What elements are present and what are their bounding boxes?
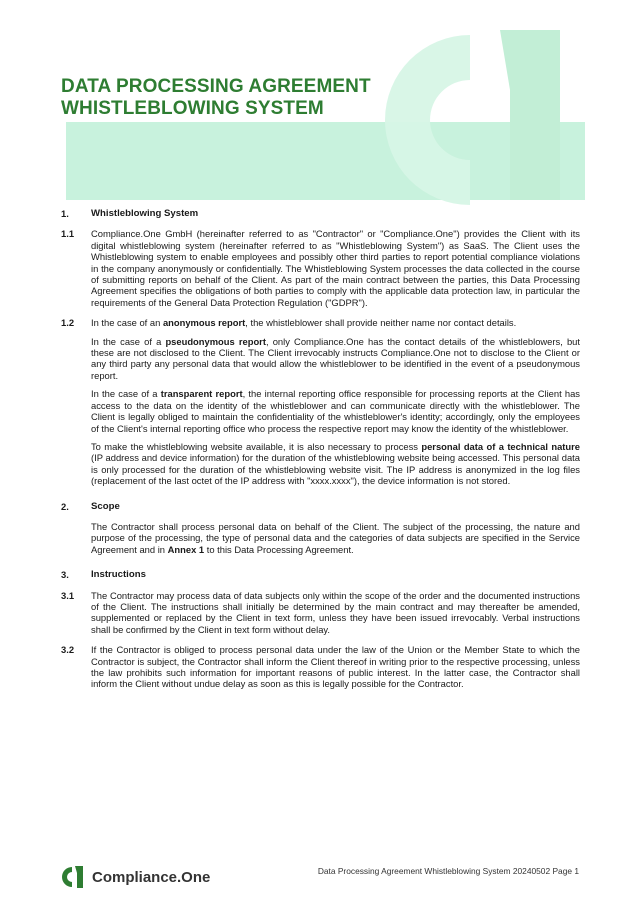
clause-1-1: 1.1 Compliance.One GmbH (hereinafter referred to as "Contractor" or "Compliance.One") provides the Client with its digital whistleblowing system (hereinafter referred to as "Whistleblowing System") as SaaS. The Client uses the Whistleblowing system to enable employees and possibly other third parties to report potential compliance violations in the company anonymously or confidentially. The Whistleblowing System processes the data collected in the course of submitting reports on behalf of the Client. As part of the main contract between the parties, this Data Processing Agreement specifies the obligations of both parties to comply with the applicable data protection law, in particular the requirements of the General Data Protection Regulation ("GDPR").	[61, 228, 580, 308]
transparent-report-paragraph: In the case of a transparent report, the internal reporting office responsible for processing reports at the Client has access to the data on the identity of the whistleblower and can communicate directly with the whistleblower. The Client is legally obliged to maintain the confidentiality of the whistleblower's identity; accordingly, only the employees of the Client's internal reporting office who process the respective report may know the identity of the whistleblower.	[91, 388, 580, 434]
title-line-2: WHISTLEBLOWING SYSTEM	[61, 98, 324, 119]
header-green-band	[66, 122, 585, 200]
section-3-heading: 3. Instructions	[61, 569, 146, 581]
footer-brand-name: Compliance.One	[92, 868, 211, 886]
pseudonymous-report-paragraph: In the case of a pseudonymous report, only Compliance.One has the contact details of the whistleblowers, but these are not disclosed to the Client. The Client irrevocably instructs Compliance.One not to disclose to the Client or any third party any personal data that would allow the whistleblower to be identified in the event of a pseudonymous report.	[91, 335, 580, 381]
document-body	[61, 208, 580, 690]
clause-1-2: 1.2 In the case of an anonymous report, the whistleblower shall provide neither name nor contact details. In the case of a pseudonymous report, only Compliance.One has the contact details of the whistleblowers, but these are not disclosed to the Client. The Client irrevocably instructs Compliance.One not to disclose to the Client or any third party any personal data that would allow the whistleblower to be identified in the event of a pseudonymous report. In the case of a transparent report, the internal reporting office responsible for processing reports at the Client has access to the data on the identity of the whistleblower and can communicate directly with the whistleblower. The Client is legally obliged to maintain the confidentiality of the whistleblower's identity; accordingly, only the employees of the Client's internal reporting office who process the respective report may know the identity of the whistleblower. To make the whistleblowing website available, it is also necessary to process personal data of a technical nature (IP address and device information) for the duration of the whistleblowing website being accessed. This personal data is only processed for the duration of the whistleblowing website visit. The IP address is anonymized in the log files (replacement of the last octet of the IP address with "xxxx.xxxx"), the device information is not stored.	[61, 317, 580, 487]
compliance-one-logo-icon	[61, 864, 87, 890]
clause-3-2-text: If the Contractor is obliged to process personal data under the law of the Union or the Member State to which the Contractor is subject, the Contractor shall inform the Client thereof in writing prior to the respective processing, unless the law prohibits such information for important reasons of public interest. In the latter case, the Contractor shall inform the Client without undue delay as soon as this is legally possible for the Contractor.	[91, 644, 580, 690]
section-2-heading: 2. Scope	[61, 500, 120, 512]
clause-1-1-text: Compliance.One GmbH (hereinafter referred to as "Contractor" or "Compliance.One") provides the Client with its digital whistleblowing system (hereinafter referred to as "Whistleblowing System") as SaaS. The Client uses the Whistleblowing system to enable employees and possibly other third parties to report potential compliance violations in the company anonymously or confidentially. The Whistleblowing System processes the data collected in the course of submitting reports on behalf of the Client. As part of the main contract between the parties, this Data Processing Agreement specifies the obligations of both parties to comply with the applicable data protection law, in particular the requirements of the General Data Protection Regulation ("GDPR").	[91, 228, 580, 308]
title-line-1: DATA PROCESSING AGREEMENT	[61, 76, 371, 97]
anonymous-report-paragraph: In the case of an anonymous report, the whistleblower shall provide neither name nor contact details.	[91, 317, 517, 329]
section-2-body	[61, 521, 580, 555]
footer-logo	[61, 864, 210, 890]
scope-paragraph: The Contractor shall process personal data on behalf of the Client. The subject of the processing, the nature and purpose of the processing, the type of personal data and the categories of data subjects are specified in the Service Agreement and in Annex 1 to this Data Processing Agreement.	[91, 520, 580, 555]
clause-3-1: 3.1 The Contractor may process data of data subjects only within the scope of the order and the documented instructions of the Client. The instructions shall initially be determined by the main contract and may thereafter be amended, supplemented or replaced by the Client in text form, unless they have been issued irrevocably. Verbal instructions shall be confirmed by the Client in text form without delay.	[61, 589, 580, 635]
footer-page-info: Data Processing Agreement Whistleblowing System 20240502 Page 1	[317, 866, 579, 876]
clause-3-2: 3.2 If the Contractor is obliged to process personal data under the law of the Union or the Member State to which the Contractor is subject, the Contractor shall inform the Client thereof in writing prior to the respective processing, unless the law prohibits such information for important reasons of public interest. In the latter case, the Contractor shall inform the Client without undue delay as soon as this is legally possible for the Contractor.	[61, 644, 580, 690]
technical-data-paragraph: To make the whistleblowing website available, it is also necessary to process personal data of a technical nature (IP address and device information) for the duration of the whistleblowing website being accessed. This personal data is only processed for the duration of the whistleblowing website visit. The IP address is anonymized in the log files (replacement of the last octet of the IP address with "xxxx.xxxx"), the device information is not stored.	[91, 440, 580, 487]
clause-3-1-text: The Contractor may process data of data subjects only within the scope of the order and the documented instructions of the Client. The instructions shall initially be determined by the main contract and may thereafter be amended, supplemented or replaced by the Client in text form, unless they have been issued irrevocably. Verbal instructions shall be confirmed by the Client in text form without delay.	[91, 589, 580, 635]
section-1-heading: 1. Whistleblowing System	[61, 208, 199, 219]
document-title	[61, 76, 371, 120]
